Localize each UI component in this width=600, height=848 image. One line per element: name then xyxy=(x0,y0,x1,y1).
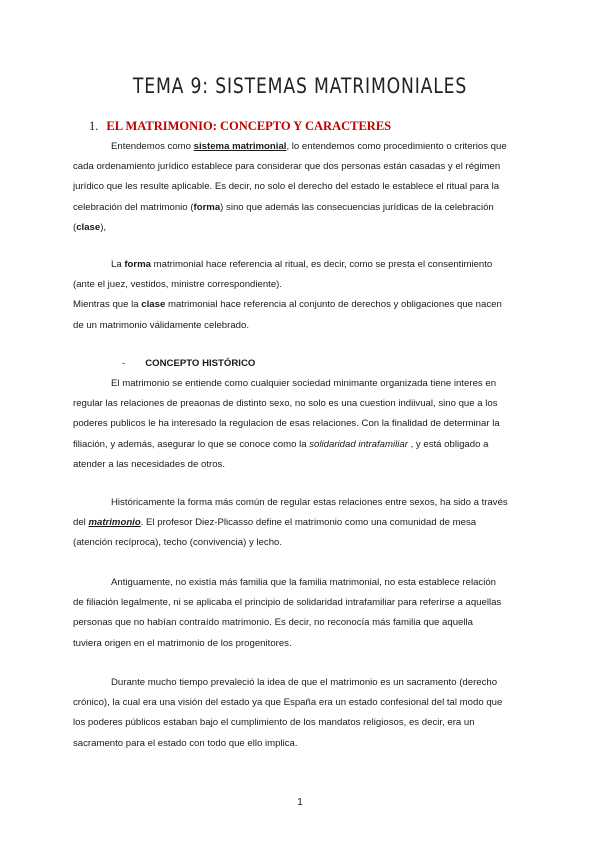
term-sistema-matrimonial: sistema matrimonial xyxy=(193,141,287,152)
text-line: Históricamente la forma más común de regular estas relaciones entre sexos, ha sido a través xyxy=(111,497,508,508)
text-line: (atención recíproca), techo (convivencia) y lecho. xyxy=(73,537,283,549)
paragraph-historico xyxy=(73,374,527,475)
text-line: sacramento para el estado con todo que ello implica. xyxy=(73,737,298,749)
text-run: La xyxy=(111,259,125,270)
term-forma: forma xyxy=(193,201,221,213)
text-line xyxy=(73,137,527,157)
text-line: jurídico que les resulte aplicable. Es decir, no solo el derecho del estado le establece el ritual para la xyxy=(73,181,500,193)
paragraph-antiguamente xyxy=(73,573,527,654)
text-line: El matrimonio se entiende como cualquier sociedad minimante organizada tiene interes en xyxy=(111,378,497,389)
section-title: EL MATRIMONIO: CONCEPTO Y CARACTERES xyxy=(106,119,392,133)
text-line: tuviera origen en el matrimonio de los progenitores. xyxy=(73,637,292,649)
text-line xyxy=(73,218,527,238)
section-heading xyxy=(89,119,391,134)
text-line: Durante mucho tiempo prevaleció la idea de que el matrimonio es un sacramento (derecho xyxy=(111,677,498,688)
text-run: . El profesor Diez-Plicasso define el matrimonio como una comunidad de mesa xyxy=(140,517,477,529)
subsection-title: CONCEPTO HISTÓRICO xyxy=(145,358,256,369)
bullet-dash: - xyxy=(122,358,126,369)
paragraph-forma-comun xyxy=(73,493,527,554)
text-run: matrimonial hace referencia al conjunto de derechos y obligaciones que nacen xyxy=(165,299,502,311)
page-number: 1 xyxy=(297,797,303,808)
paragraph-sacramento xyxy=(73,673,527,754)
text-run: ), xyxy=(100,221,107,233)
text-run: ) sino que además las consecuencias jurídicas de la celebración xyxy=(220,201,494,213)
text-run: matrimonial hace referencia al ritual, es decir, como se presta el consentimiento xyxy=(151,259,493,270)
text-run: del xyxy=(73,517,89,529)
text-run: Mientras que la xyxy=(73,299,142,311)
text-line: de filiación legalmente, ni se aplicaba el principio de solidaridad intrafamiliar para referirse a aquellas xyxy=(73,597,502,609)
subsection-heading xyxy=(122,358,255,369)
text-line xyxy=(73,198,527,218)
text-run: filiación, y además, asegurar lo que se conoce como la xyxy=(73,438,310,450)
term-matrimonio: matrimonio xyxy=(88,517,141,529)
page-title: TEMA 9: SISTEMAS MATRIMONIALES xyxy=(132,74,468,98)
text-run: ( xyxy=(73,221,77,233)
text-line: personas que no habían contraído matrimonio. Es decir, no reconocía más familia que aquella xyxy=(73,617,473,629)
text-line: cada ordenamiento jurídico establece para considerar que dos personas están casadas y el régimen xyxy=(73,161,501,173)
term-solidaridad-intrafamiliar: solidaridad intrafamiliar xyxy=(309,438,408,450)
text-line xyxy=(73,513,527,533)
text-line xyxy=(73,435,527,455)
text-line xyxy=(73,295,527,315)
text-line: crónico), la cual era una visión del estado ya que España era un estado confesional del tal modo que xyxy=(73,697,503,709)
text-run: celebración del matrimonio ( xyxy=(73,201,194,213)
text-line: de un matrimonio válidamente celebrado. xyxy=(73,319,249,331)
paragraph-definition xyxy=(73,137,527,238)
text-run: Entendemos como xyxy=(111,141,194,152)
text-line: Antiguamente, no existía más familia que la familia matrimonial, no esta establece relación xyxy=(111,577,497,588)
text-run: , lo entendemos como procedimiento o criterios que xyxy=(286,141,507,152)
section-number: 1. xyxy=(89,119,99,133)
paragraph-forma-clase xyxy=(73,255,527,336)
text-line: regular las relaciones de preaonas de distinto sexo, no solo es una cuestion indiivual, sino que a los xyxy=(73,398,498,410)
text-line: poderes publicos le ha interesado la regulacion de esas relaciones. Con la finalidad de determinar la xyxy=(73,418,500,430)
text-line: (ante el juez, vestidos, ministre correspondiente). xyxy=(73,279,283,291)
text-run: , y está obligado a xyxy=(407,438,489,450)
text-line: atender a las necesidades de otros. xyxy=(73,458,226,470)
term-forma: forma xyxy=(124,259,151,270)
term-clase: clase xyxy=(141,299,166,311)
term-clase: clase xyxy=(76,221,101,233)
text-line: los poderes públicos estaban bajo el cumplimiento de los mandatos religiosos, es decir, era un xyxy=(73,717,475,729)
text-line xyxy=(73,255,527,275)
